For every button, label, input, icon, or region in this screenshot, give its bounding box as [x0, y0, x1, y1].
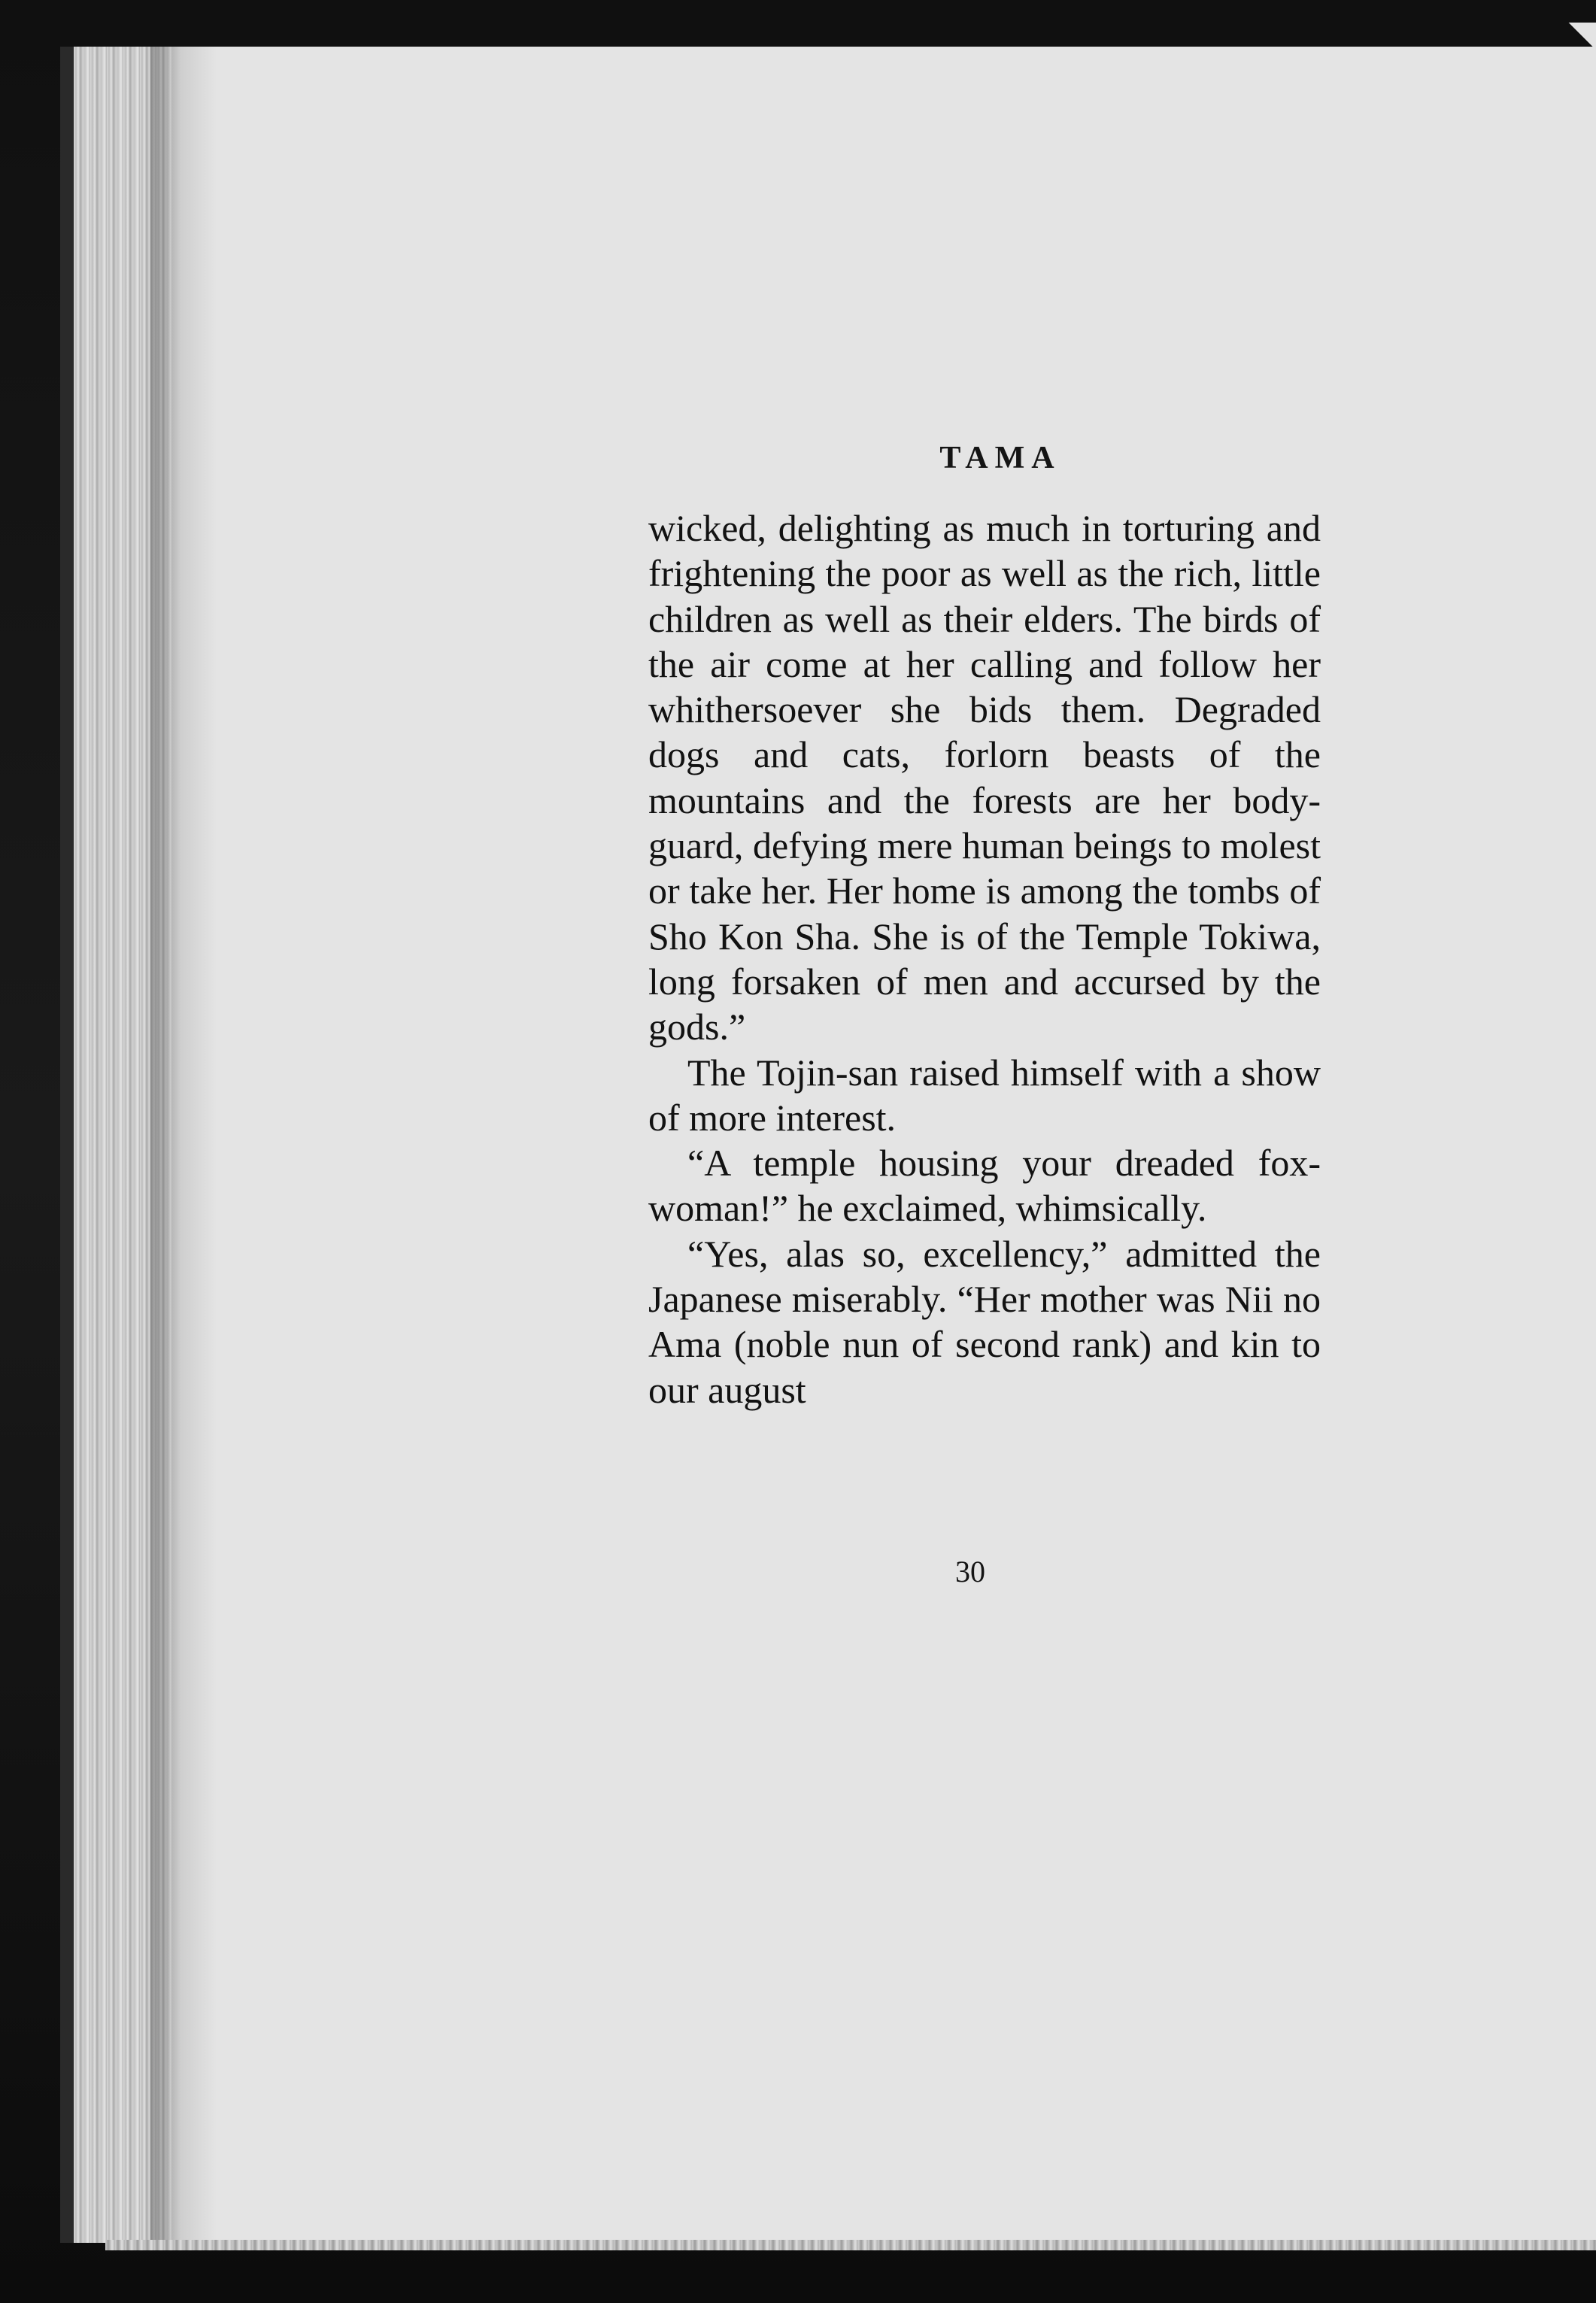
binding-shadow	[150, 47, 181, 2243]
paragraph-continued: wicked, delighting as much in torturing and frightening the poor as well as the rich, little children as well as their elders. The birds of the air come at her calling and follow her whithersoever she bids them. Degraded dogs and cats, forlorn beasts of the mountains and the forests are her body-guard, defying mere human beings to molest or take her. Her home is among the tombs of Sho Kon Sha. She is of the Temple Tokiwa, long forsaken of men and accursed by the gods.”	[648, 507, 1321, 1048]
paragraph: “A temple housing your dreaded fox-woman!” he exclaimed, whimsically.	[648, 1142, 1321, 1230]
page-bottom-edge	[105, 2240, 1596, 2250]
body-text	[648, 505, 1321, 1412]
running-head: TAMA	[939, 441, 1061, 475]
paragraph: The Tojin-san raised himself with a show of more interest.	[648, 1051, 1321, 1139]
page-number: 30	[955, 1555, 985, 1588]
page-corner	[1566, 23, 1596, 53]
paragraph: “Yes, alas so, excellency,” admitted the Japanese miserably. “Her mother was Nii no Ama (noble nun of second rank) and kin to our august	[648, 1232, 1321, 1411]
